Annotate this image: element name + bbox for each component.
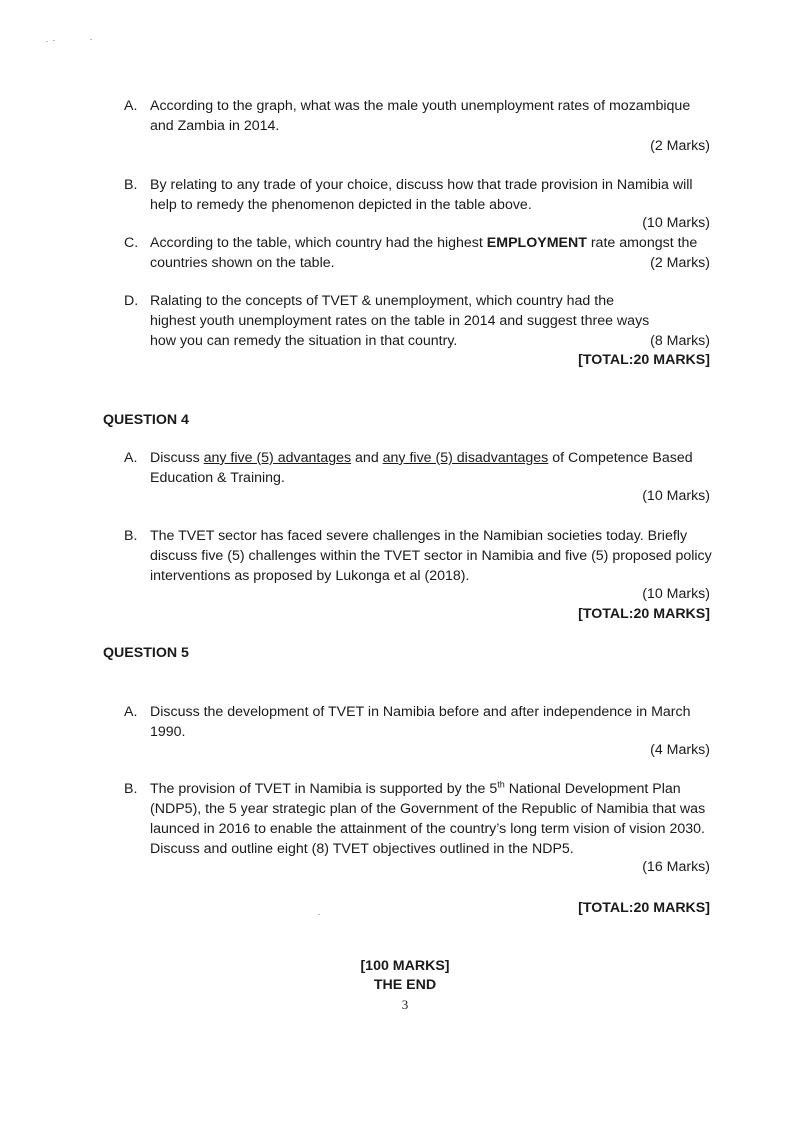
scan-speck bbox=[46, 41, 48, 42]
q3-item-d-text: Ralating to the concepts of TVET & unemployment, which country had the highest youth unemployment rates on the table in 2014 and suggest three ways how you can remedy the situation in that country. bbox=[150, 293, 650, 349]
total-marks: [100 MARKS] bbox=[360, 958, 450, 974]
q5-item-b-text: The provision of TVET in Namibia is supported by the 5th National Development Plan (NDP5), the 5 year strategic plan of the Government of the Republic of Namibia that was launced in 2016 to enable the attainment of the country’s long term vision of vision 2030. Discuss and outline eight (8) TVET objectives outlined in the NDP5. bbox=[150, 779, 706, 857]
q4-item-a bbox=[124, 448, 714, 488]
q3-item-b bbox=[124, 175, 714, 215]
q4-item-b-marks: (10 Marks) bbox=[642, 586, 710, 602]
question-4-heading: QUESTION 4 bbox=[103, 412, 189, 428]
underlined-advantages: any five (5) advantages bbox=[203, 450, 352, 466]
q4-item-a-marks: (10 Marks) bbox=[642, 488, 710, 504]
q3-item-a bbox=[124, 96, 714, 136]
item-letter: C. bbox=[124, 235, 139, 251]
q5-item-b-marks: (16 Marks) bbox=[642, 859, 710, 875]
scan-speck bbox=[318, 914, 320, 915]
scan-speck bbox=[90, 39, 92, 40]
q3-item-c-text: According to the table, which country had the highest EMPLOYMENT rate amongst the countries shown on the table. bbox=[150, 235, 698, 271]
q4-item-a-text: Discuss any five (5) advantages and any five (5) disadvantages of Competence Based Education & Training. bbox=[150, 450, 693, 486]
q4-item-b bbox=[124, 526, 714, 586]
q3-item-b-text: By relating to any trade of your choice, discuss how that trade provision in Namibia will help to remedy the phenomenon depicted in the table above. bbox=[150, 177, 693, 213]
page-number: 3 bbox=[401, 997, 409, 1012]
q3-item-c bbox=[124, 233, 714, 273]
q3-item-d bbox=[124, 291, 714, 351]
emphasis-employment: EMPLOYMENT bbox=[486, 235, 587, 251]
scan-speck bbox=[53, 40, 55, 41]
q4-total: [TOTAL:20 MARKS] bbox=[578, 606, 710, 622]
item-letter: B. bbox=[124, 177, 138, 193]
q5-item-a-marks: (4 Marks) bbox=[650, 742, 710, 758]
q5-item-a-text: Discuss the development of TVET in Namibia before and after independence in March 1990. bbox=[150, 704, 691, 740]
item-letter: B. bbox=[124, 781, 138, 797]
q4-item-b-text: The TVET sector has faced severe challenges in the Namibian societies today. Briefly discuss five (5) challenges within the TVET sector in Namibia and five (5) proposed policy interventions as proposed by Lukonga et al (2018). bbox=[150, 528, 712, 584]
q3-item-a-marks: (2 Marks) bbox=[650, 138, 710, 154]
question-5-heading: QUESTION 5 bbox=[103, 645, 189, 661]
item-letter: A. bbox=[124, 704, 138, 720]
q5-item-a bbox=[124, 702, 714, 742]
superscript-th: th bbox=[497, 779, 505, 790]
q5-item-b bbox=[124, 779, 714, 859]
item-letter: B. bbox=[124, 528, 138, 544]
item-letter: A. bbox=[124, 450, 138, 466]
item-letter: D. bbox=[124, 293, 139, 309]
q5-total: [TOTAL:20 MARKS] bbox=[578, 900, 710, 916]
item-letter: A. bbox=[124, 98, 138, 114]
q3-item-d-marks: (8 Marks) bbox=[650, 333, 710, 349]
q3-item-a-text: According to the graph, what was the male youth unemployment rates of mozambique and Zambia in 2014. bbox=[150, 98, 691, 134]
q3-item-c-marks: (2 Marks) bbox=[650, 255, 710, 271]
the-end: THE END bbox=[373, 977, 437, 993]
q3-total: [TOTAL:20 MARKS] bbox=[578, 352, 710, 368]
underlined-disadvantages: any five (5) disadvantages bbox=[382, 450, 549, 466]
q3-item-b-marks: (10 Marks) bbox=[642, 215, 710, 231]
